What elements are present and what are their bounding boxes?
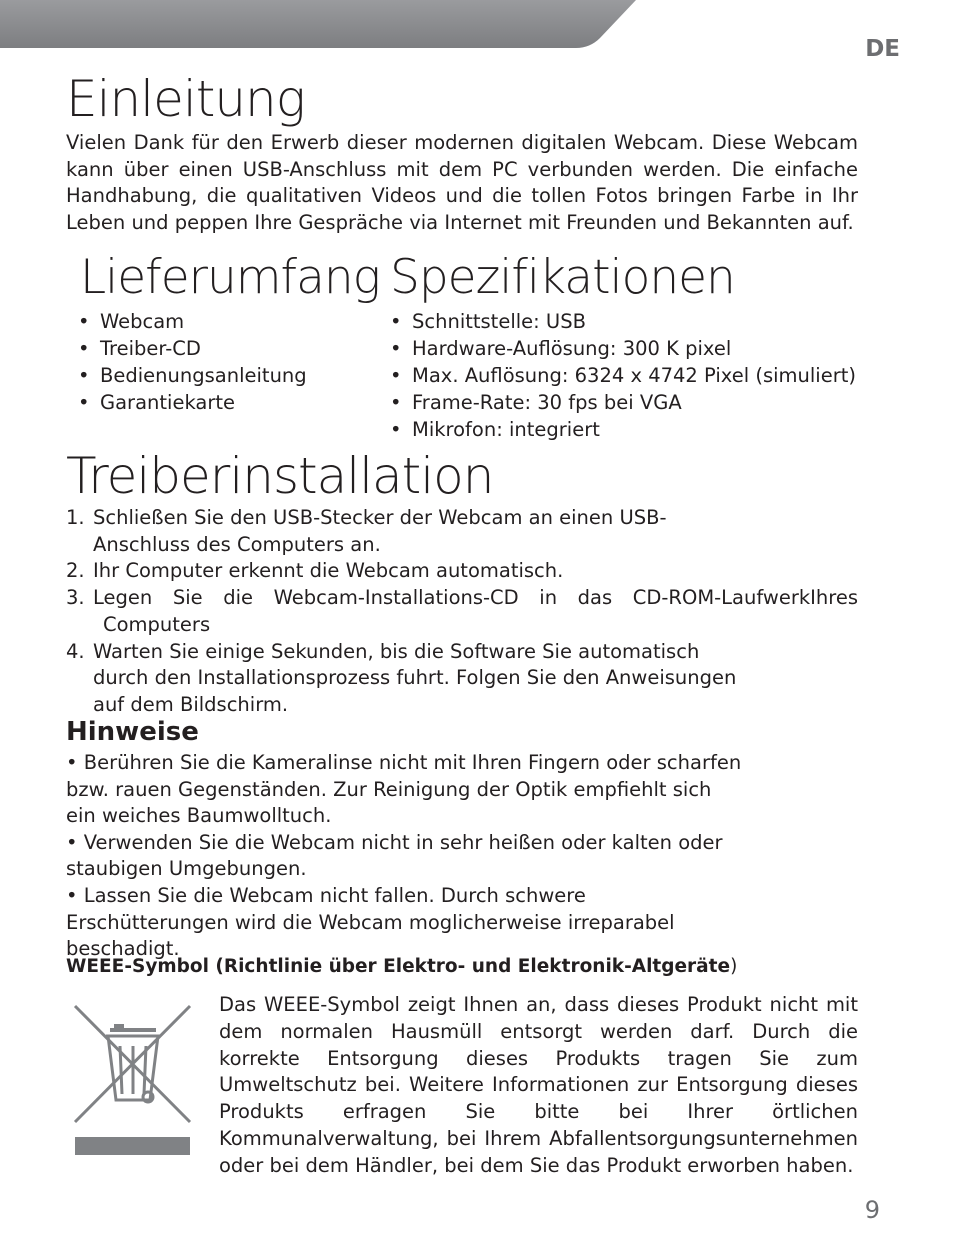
intro-paragraph: Vielen Dank für den Erwerb dieser modernen digitalen Webcam. Diese Webcam kann über einen USB-Anschluss mit dem PC verbunden werden. Die einfache Handhabung, die qualitativen Videos und die tollen Fotos bringen Farbe in Ihr Leben und peppen Ihre Gespräche via Internet mit Freunden und Bekannten auf. <box>66 131 858 234</box>
step-item <box>66 585 858 638</box>
list-item: • Treiber-CD <box>78 335 307 362</box>
step-item <box>66 558 858 585</box>
list-item: • Garantiekarte <box>78 389 307 416</box>
weee-paragraph: Das WEEE-Symbol zeigt Ihnen an, dass dieses Produkt nicht mit dem normalen Hausmüll entsorgt werden darf. Durch die korrekte Entsorgung dieses Produkts tragen Sie zum Umweltschutz bei. Weitere Informationen zur Entsorgung dieses Produkts erfragen Sie bitte bei Ihrer örtlichen Kommunalverwaltung, bei Ihrem Abfallentsorgungsunternehmen oder bei dem Händler, bei dem Sie das Produkt erworben haben. <box>219 993 858 1177</box>
weee-heading-bold: WEEE-Symbol (Richtlinie über Elektro- und Elektronik-Altgeräte <box>66 956 731 977</box>
list-item: • Mikrofon: integriert <box>390 416 856 443</box>
language-label: DE <box>865 36 900 62</box>
hinweise-notes <box>66 750 746 963</box>
step-item <box>66 505 753 558</box>
list-item: • Max. Auflösung: 6324 x 4742 Pixel (simuliert) <box>390 362 856 389</box>
section-title-hinweise: Hinweise <box>66 717 199 747</box>
header-bar <box>0 0 640 48</box>
section-title-lieferumfang: Lieferumfang <box>80 250 380 305</box>
note-paragraph: • Verwenden Sie die Webcam nicht in sehr heißen oder kalten oder staubigen Umgebungen. <box>66 830 723 881</box>
step-text: Schließen Sie den USB-Stecker der Webcam an einen USB-Anschluss des Computers an. <box>93 506 667 556</box>
lieferumfang-list <box>78 308 307 416</box>
step-text: Legen Sie die Webcam-Installations-CD in das CD-ROM-LaufwerkIhres <box>93 586 858 610</box>
step-text-continued: Computers <box>103 612 211 636</box>
crossed-out-wheelie-bin-icon <box>70 1000 195 1160</box>
step-number: 1. <box>66 506 85 529</box>
spezifikationen-list <box>390 308 856 443</box>
list-item: • Frame-Rate: 30 fps bei VGA <box>390 389 856 416</box>
step-text: Warten Sie einige Sekunden, bis die Software Sie automatisch durch den Installationsprozess fuhrt. Folgen Sie den Anweisungen auf dem Bildschirm. <box>93 639 737 716</box>
weee-heading-close: ) <box>730 956 738 977</box>
list-item: • Bedienungsanleitung <box>78 362 307 389</box>
list-item: • Webcam <box>78 308 307 335</box>
step-number: 3. <box>66 586 85 610</box>
section-title-spezifikationen: Spezifikationen <box>390 250 735 305</box>
step-number: 2. <box>66 559 85 583</box>
step-number: 4. <box>66 639 85 663</box>
step-text: Ihr Computer erkennt die Webcam automatisch. <box>93 559 564 583</box>
note-paragraph: • Lassen Sie die Webcam nicht fallen. Durch schwere Erschütterungen wird die Webcam moglicherweise irreparabel beschadigt. <box>66 883 675 961</box>
page-number: 9 <box>864 1196 880 1224</box>
section-title-treiberinstallation: Treiberinstallation <box>66 447 494 505</box>
note-paragraph: • Berühren Sie die Kameralinse nicht mit Ihren Fingern oder scharfen bzw. rauen Gegenständen. Zur Reinigung der Optik empfiehlt sich ein weiches Baumwolltuch. <box>66 751 742 828</box>
installation-steps <box>66 505 858 719</box>
section-title-einleitung: Einleitung <box>66 70 305 128</box>
weee-heading <box>66 956 737 977</box>
list-item: • Hardware-Auflösung: 300 K pixel <box>390 335 856 362</box>
list-item: • Schnittstelle: USB <box>390 308 856 335</box>
step-item <box>66 639 753 719</box>
